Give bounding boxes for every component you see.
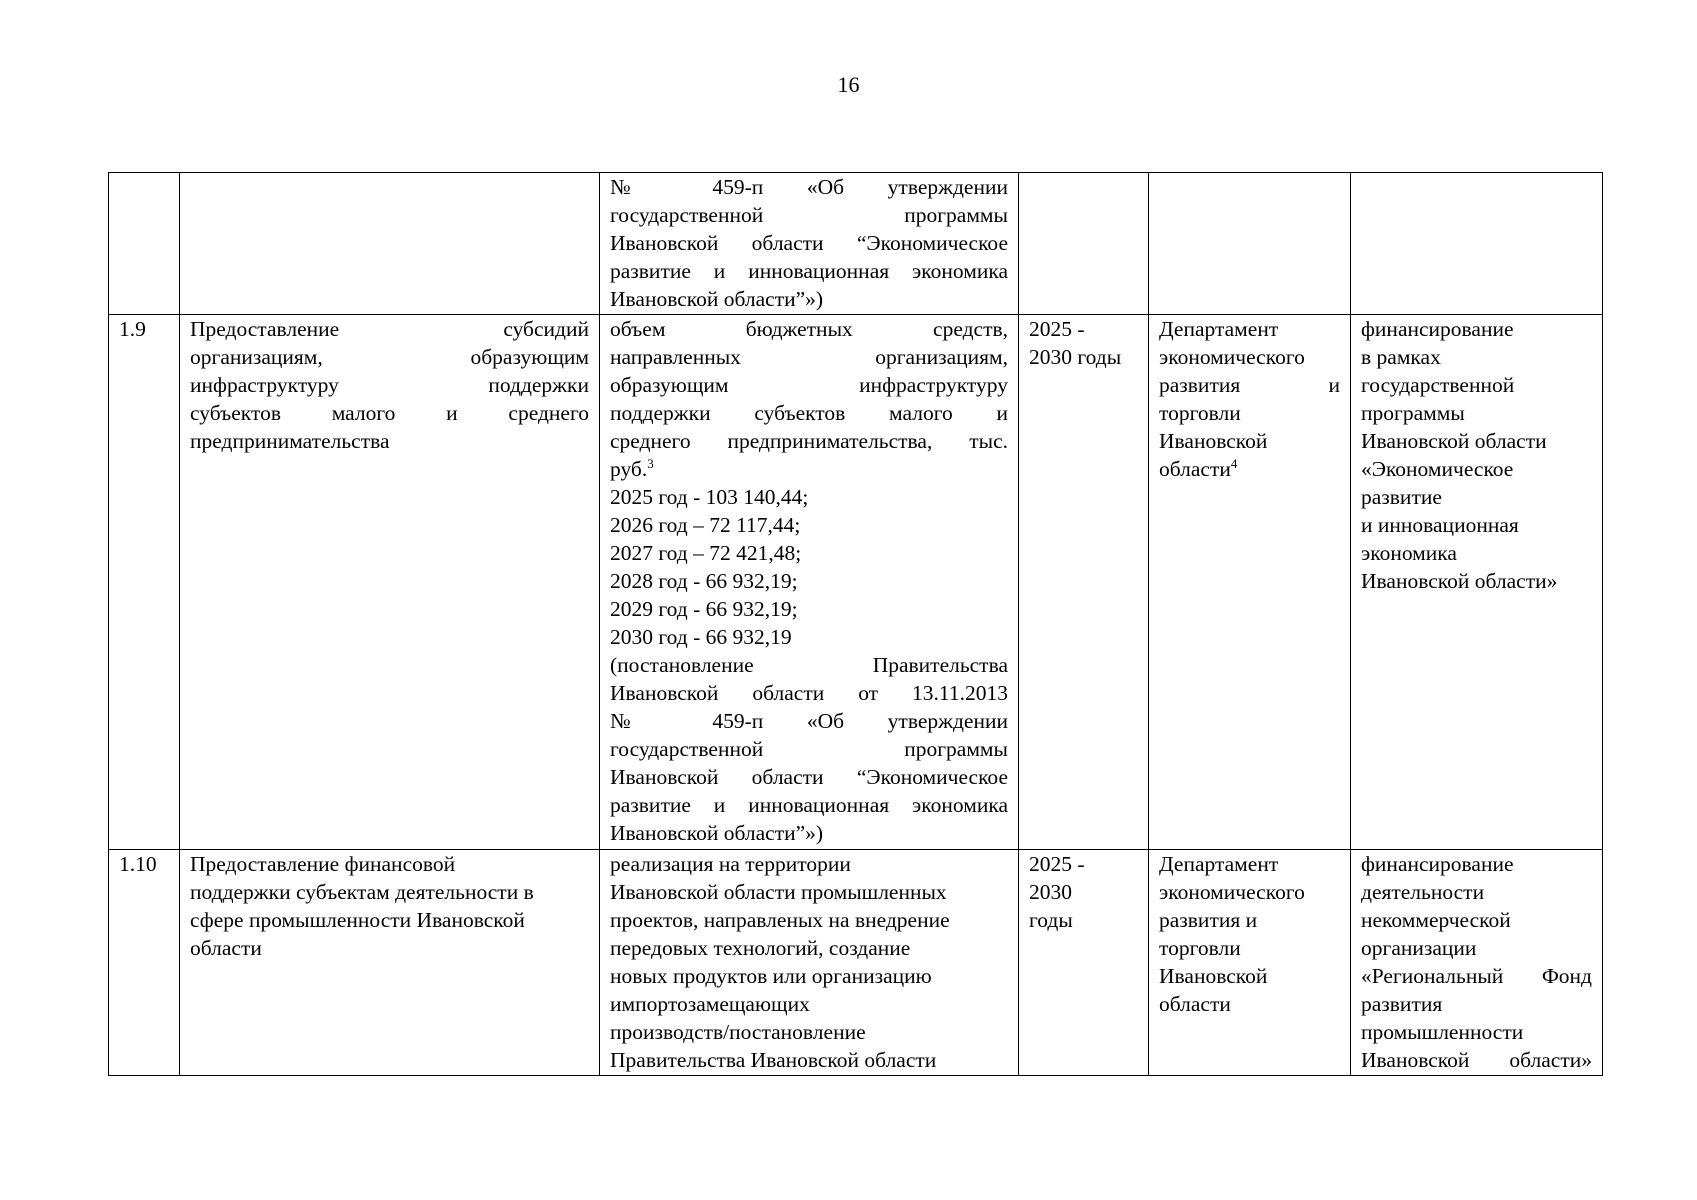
cell-line-text: № 459-п «Об утверждении xyxy=(610,175,1008,199)
cell-line xyxy=(610,791,1008,819)
cell-line xyxy=(1029,343,1138,371)
cell-number xyxy=(109,315,180,850)
cell-line-text: организации xyxy=(1361,936,1477,960)
cell-line xyxy=(610,285,1008,313)
cell-line xyxy=(1159,990,1340,1018)
cell-line-text: государственной xyxy=(1361,373,1515,397)
cell-line xyxy=(610,567,1008,595)
cell-line-text: новых продуктов или организацию xyxy=(610,964,932,988)
cell-line xyxy=(1361,511,1592,539)
cell-line xyxy=(190,934,589,962)
cell-line xyxy=(610,399,1008,427)
cell-line xyxy=(610,707,1008,735)
cell-line xyxy=(1361,850,1592,878)
cell-line-text: развития и xyxy=(1159,373,1340,397)
cell-line-text: «Экономическое xyxy=(1361,457,1514,481)
cell-line-text: Ивановской области промышленных xyxy=(610,880,947,904)
cell-line-text: и инновационная xyxy=(1361,513,1519,537)
cell-line-text: 2028 год - 66 932,19; xyxy=(610,569,798,593)
cell-line xyxy=(1361,315,1592,343)
cell-line xyxy=(610,623,1008,651)
cell-line-text: государственной программы xyxy=(610,203,1008,227)
cell-line xyxy=(190,399,589,427)
cell-line-text: развитие и инновационная экономика xyxy=(610,259,1008,283)
cell-line-text: № 459-п «Об утверждении xyxy=(610,709,1008,733)
cell-line xyxy=(1361,934,1592,962)
cell-line xyxy=(1159,427,1340,455)
cell-line-text: 2030 год - 66 932,19 xyxy=(610,625,792,649)
cell-line xyxy=(1361,539,1592,567)
cell-line xyxy=(190,427,589,455)
cell-line xyxy=(610,1046,1008,1074)
cell-line-text: организациям, образующим xyxy=(190,345,589,369)
cell-indicator xyxy=(600,173,1019,315)
cell-line-text: экономического xyxy=(1159,345,1305,369)
cell-executor xyxy=(1149,173,1351,315)
cell-line xyxy=(610,906,1008,934)
footnote-mark: 4 xyxy=(1230,455,1238,471)
cell-number xyxy=(109,173,180,315)
cell-line xyxy=(1361,1046,1592,1074)
cell-line-text: торговли xyxy=(1159,401,1241,425)
cell-line xyxy=(610,315,1008,343)
cell-line-text: программы xyxy=(1361,401,1465,425)
cell-line xyxy=(610,343,1008,371)
cell-line-text: развитие и инновационная экономика xyxy=(610,793,1008,817)
cell-line-text: 2030 годы xyxy=(1029,345,1122,369)
cell-measure-name xyxy=(180,173,600,315)
table-row xyxy=(109,315,1603,850)
cell-line xyxy=(1029,315,1138,343)
row-number: 1.9 xyxy=(119,317,146,341)
cell-line xyxy=(610,679,1008,707)
cell-executor xyxy=(1149,850,1351,1076)
cell-line-text: 2025 год - 103 140,44; xyxy=(610,485,809,509)
cell-line-text: (постановление Правительства xyxy=(610,653,1008,677)
cell-line-text: направленных организациям, xyxy=(610,345,1008,369)
cell-line xyxy=(190,850,589,878)
cell-line xyxy=(1029,850,1138,878)
cell-line xyxy=(610,201,1008,229)
cell-measure-name xyxy=(180,315,600,850)
cell-financing xyxy=(1351,315,1603,850)
cell-line xyxy=(610,173,1008,201)
cell-line xyxy=(1361,371,1592,399)
cell-financing xyxy=(1351,850,1603,1076)
cell-line-text: объем бюджетных средств, xyxy=(610,317,1008,341)
cell-line-text: в рамках xyxy=(1361,345,1441,369)
cell-line xyxy=(1361,483,1592,511)
cell-line-text: поддержки субъектам деятельности в xyxy=(190,880,534,904)
cell-line xyxy=(1159,343,1340,371)
cell-line-text: инфраструктуру поддержки xyxy=(190,373,589,397)
cell-line xyxy=(610,511,1008,539)
cell-line-text: Предоставление субсидий xyxy=(190,317,589,341)
cell-period xyxy=(1019,850,1149,1076)
cell-line xyxy=(1159,850,1340,878)
cell-line xyxy=(610,371,1008,399)
cell-line-text: 2029 год - 66 932,19; xyxy=(610,597,798,621)
cell-line xyxy=(1361,1018,1592,1046)
cell-line xyxy=(1361,906,1592,934)
cell-line xyxy=(1361,343,1592,371)
cell-line-text: Ивановской области”») xyxy=(610,821,824,845)
cell-line-text: 2025 - xyxy=(1029,852,1085,876)
cell-line xyxy=(1159,934,1340,962)
cell-line xyxy=(1159,455,1340,483)
cell-line xyxy=(610,850,1008,878)
cell-line-text: реализация на территории xyxy=(610,852,851,876)
cell-line xyxy=(610,651,1008,679)
cell-indicator xyxy=(600,315,1019,850)
table-row xyxy=(109,173,1603,315)
cell-line-text: государственной программы xyxy=(610,737,1008,761)
cell-line xyxy=(190,343,589,371)
cell-line-text: руб. xyxy=(610,457,648,481)
cell-line-text: торговли xyxy=(1159,936,1241,960)
cell-line-text: Ивановской xyxy=(1159,964,1268,988)
cell-line-text: 2025 - xyxy=(1029,317,1085,341)
cell-line xyxy=(1361,399,1592,427)
cell-line-text: Ивановской области”») xyxy=(610,287,824,311)
table-row xyxy=(109,850,1603,1076)
cell-line-text: Ивановской области» xyxy=(1361,569,1558,593)
cell-line-text: Департамент xyxy=(1159,852,1279,876)
cell-line xyxy=(1361,427,1592,455)
cell-line-text: «Региональный Фонд xyxy=(1361,964,1592,988)
cell-indicator xyxy=(600,850,1019,1076)
cell-line-text: экономического xyxy=(1159,880,1305,904)
cell-line-text: развития xyxy=(1361,992,1443,1016)
cell-period xyxy=(1019,173,1149,315)
cell-line xyxy=(610,962,1008,990)
cell-line-text: 2030 xyxy=(1029,880,1072,904)
cell-line-text: области xyxy=(1159,992,1231,1016)
cell-line xyxy=(610,735,1008,763)
cell-line-text: деятельности xyxy=(1361,880,1485,904)
cell-line xyxy=(1361,990,1592,1018)
cell-line xyxy=(610,595,1008,623)
cell-line xyxy=(190,371,589,399)
cell-line xyxy=(1159,878,1340,906)
cell-line-text: передовых технологий, создание xyxy=(610,936,911,960)
cell-line-text: Ивановской области» xyxy=(1361,1048,1592,1072)
cell-financing xyxy=(1351,173,1603,315)
cell-line xyxy=(1029,878,1138,906)
cell-line-text: Ивановской области xyxy=(1361,429,1547,453)
cell-line-text: среднего предпринимательства, тыс. xyxy=(610,429,1008,453)
cell-line-text: финансирование xyxy=(1361,852,1514,876)
cell-line xyxy=(610,427,1008,455)
cell-line-text: субъектов малого и среднего xyxy=(190,401,589,425)
cell-line-text: 2026 год – 72 117,44; xyxy=(610,513,801,537)
cell-line-text: финансирование xyxy=(1361,317,1514,341)
cell-line-text: Правительства Ивановской области xyxy=(610,1048,937,1072)
cell-line xyxy=(190,315,589,343)
cell-line xyxy=(1159,315,1340,343)
cell-line-text: Ивановской области “Экономическое xyxy=(610,765,1008,789)
cell-line xyxy=(1361,455,1592,483)
cell-line-text: области xyxy=(1159,457,1231,481)
cell-line-text: предпринимательства xyxy=(190,429,390,453)
cell-line-text: Предоставление финансовой xyxy=(190,852,456,876)
table-body xyxy=(109,173,1603,1076)
footnote-mark: 3 xyxy=(647,455,654,471)
cell-line xyxy=(1361,567,1592,595)
cell-line xyxy=(610,990,1008,1018)
cell-line xyxy=(610,229,1008,257)
cell-line-text: производств/постановление xyxy=(610,1020,866,1044)
cell-line-text: Ивановской xyxy=(1159,429,1268,453)
cell-measure-name xyxy=(180,850,600,1076)
cell-line-text: некоммерческой xyxy=(1361,908,1511,932)
cell-line xyxy=(1159,399,1340,427)
cell-line xyxy=(610,819,1008,847)
cell-line-text: поддержки субъектов малого и xyxy=(610,401,1008,425)
cell-executor xyxy=(1149,315,1351,850)
cell-line-text: развитие xyxy=(1361,485,1442,509)
cell-line xyxy=(190,906,589,934)
cell-line-text: 2027 год – 72 421,48; xyxy=(610,541,802,565)
cell-line xyxy=(1159,962,1340,990)
cell-line xyxy=(610,483,1008,511)
cell-line-text: сфере промышленности Ивановской xyxy=(190,908,525,932)
page-number: 16 xyxy=(837,72,860,97)
cell-line-text: экономика xyxy=(1361,541,1457,565)
cell-line xyxy=(610,934,1008,962)
cell-line-text: Ивановской области от 13.11.2013 xyxy=(610,681,1008,705)
cell-line xyxy=(190,878,589,906)
cell-line xyxy=(610,257,1008,285)
cell-line xyxy=(610,763,1008,791)
cell-line-text: годы xyxy=(1029,908,1073,932)
cell-line xyxy=(1159,371,1340,399)
cell-line-text: проектов, направленых на внедрение xyxy=(610,908,950,932)
cell-line xyxy=(610,1018,1008,1046)
cell-line-text: импортозамещающих xyxy=(610,992,810,1016)
cell-line xyxy=(610,878,1008,906)
measures-table xyxy=(108,172,1603,1076)
cell-line xyxy=(610,539,1008,567)
cell-line xyxy=(1361,878,1592,906)
cell-line xyxy=(1361,962,1592,990)
cell-line-text: Ивановской области “Экономическое xyxy=(610,231,1008,255)
cell-line-text: образующим инфраструктуру xyxy=(610,373,1008,397)
cell-line-text: Департамент xyxy=(1159,317,1279,341)
cell-period xyxy=(1019,315,1149,850)
cell-line xyxy=(610,455,1008,483)
cell-line xyxy=(1159,906,1340,934)
cell-line-text: области xyxy=(190,936,262,960)
cell-number xyxy=(109,850,180,1076)
cell-line-text: промышленности xyxy=(1361,1020,1524,1044)
cell-line-text: развития и xyxy=(1159,908,1258,932)
cell-line xyxy=(1029,906,1138,934)
row-number: 1.10 xyxy=(119,852,157,876)
